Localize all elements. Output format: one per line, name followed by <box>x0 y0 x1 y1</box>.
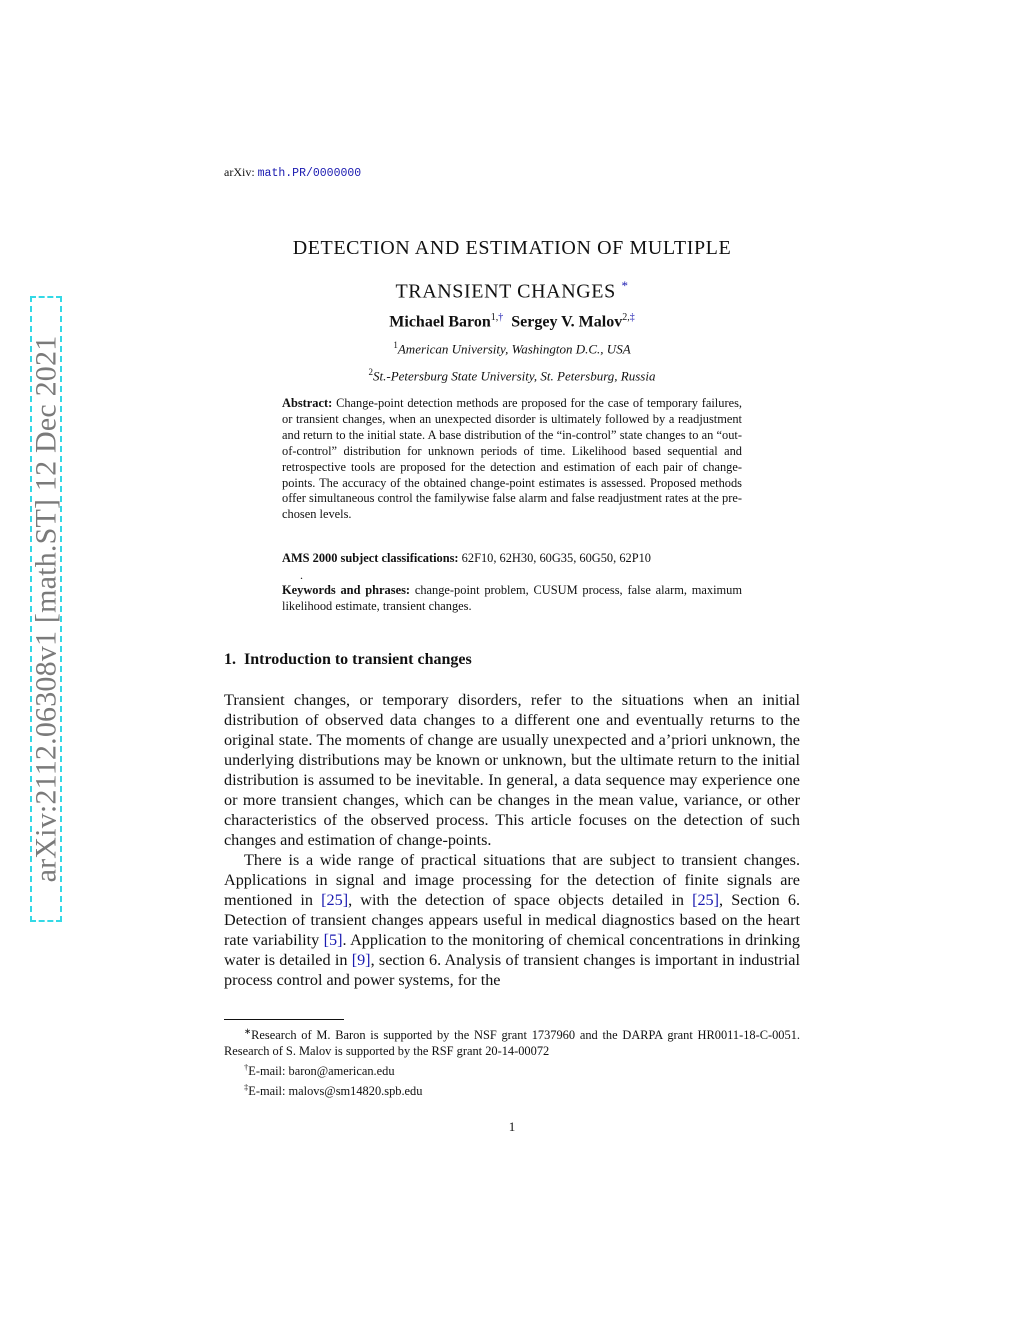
arxiv-identifier <box>224 165 361 180</box>
arxiv-id-link[interactable]: math.PR/0000000 <box>257 167 362 180</box>
footnote-text: E-mail: baron@american.edu <box>248 1064 395 1079</box>
section-title: Introduction to transient changes <box>244 651 472 668</box>
section-number: 1. <box>224 651 236 668</box>
affiliation-text: American University, Washington D.C., USA <box>397 341 631 357</box>
arxiv-side-stamp <box>30 296 62 922</box>
footnote-mark: ‡ <box>244 1082 249 1093</box>
ams-classifications <box>282 550 742 566</box>
citation-link[interactable]: [25] <box>692 891 720 909</box>
author-footnote-mark[interactable]: ‡ <box>629 312 635 323</box>
citation-link[interactable]: [9] <box>351 951 371 969</box>
footnote-mark: † <box>244 1062 249 1073</box>
author-name: Sergey V. Malov <box>511 313 623 331</box>
paragraph-2-text: . Application to the monitoring of chemical concentrations in drinking water is detailed in <box>224 931 800 969</box>
abstract-text: Change-point detection methods are proposed for the case of temporary failures, or transient changes, when an unexpected disorder is ultimately followed by a readjustment and return to the initial state. A base distribution of the “in-control” state changes to an “out-of-control” distribution for unknown periods of time. Likelihood based sequential and retrospective tools are proposed for the detection and estimation of each pair of change-points. The accuracy of the obtained change-point estimates is assessed. Proposed methods offer simultaneous control the familywise false alarm and false readjustment rates at the pre-chosen levels. <box>282 396 742 522</box>
footnote-text: E-mail: malovs@sm14820.spb.edu <box>248 1084 423 1099</box>
paragraph-2-text: , section 6. Analysis of transient changes is important in industrial process control and power systems, for the <box>224 951 800 989</box>
author-affil-mark: 1, <box>490 312 499 323</box>
footnote <box>224 1059 800 1079</box>
arxiv-label: arXiv: <box>224 165 255 179</box>
paragraph-2-text: , with the detection of space objects detailed in <box>348 891 693 909</box>
keywords-label: Keywords and phrases: <box>282 583 411 597</box>
affiliation-number: 2 <box>368 367 373 377</box>
citation-link[interactable]: [5] <box>323 931 343 949</box>
ams-label: AMS 2000 subject classifications: <box>282 551 459 565</box>
footnote <box>224 1079 800 1099</box>
author-list <box>224 312 800 331</box>
paragraph-1: Transient changes, or temporary disorders, refer to the situations when an initial distribution of observed data changes to a different one and eventually returns to the original state. The moments of change are usually unexpected and a’priori unknown, the underlying distributions may be known or unknown, but the ultimate return to the initial distribution is assumed to be inevitable. In general, a data sequence may experience one or more transient changes, which can be changes in the mean value, variance, or other characteristics of the observed process. This article focuses on the detection of such changes and estimation of change-points. <box>224 691 800 849</box>
abstract-label: Abstract: <box>282 396 333 410</box>
section-heading <box>224 651 472 669</box>
body-text <box>224 690 800 990</box>
footnote-text: Research of M. Baron is supported by the NSF grant 1737960 and the DARPA grant HR0011-18-C-0051. Research of S. Malov is supported by the RSF grant 20-14-00072 <box>224 1028 800 1059</box>
paragraph-2 <box>224 850 800 990</box>
affiliation-number: 1 <box>393 340 398 350</box>
author-name: Michael Baron <box>389 313 491 331</box>
footnote-rule <box>224 1019 344 1020</box>
paragraph-2-text: , Section 6. Detection of transient changes appears useful in medical diagnostics based on the heart rate variability <box>224 891 800 949</box>
citation-link[interactable]: [25] <box>321 891 349 909</box>
ams-trailing-dot: . <box>300 568 303 582</box>
arxiv-stamp-text: arXiv:2112.06308v1 [math.ST] 12 Dec 2021 <box>29 335 62 883</box>
title-line-2: TRANSIENT CHANGES <box>395 280 616 303</box>
author-affil-mark: 2, <box>622 312 630 323</box>
footnote-mark: ∗ <box>244 1026 252 1036</box>
affiliation-2 <box>224 367 800 384</box>
keywords <box>282 582 742 614</box>
affiliation-text: St.-Petersburg State University, St. Petersburg, Russia <box>373 368 656 384</box>
abstract <box>282 396 742 523</box>
affiliation-1 <box>224 340 800 357</box>
footnotes <box>224 1023 800 1099</box>
author-footnote-mark[interactable]: † <box>498 312 504 323</box>
ams-text: 62F10, 62H30, 60G35, 60G50, 62P10 <box>461 551 651 565</box>
keywords-text: change-point problem, CUSUM process, false alarm, maximum likelihood estimate, transient changes. <box>282 583 742 613</box>
paragraph-2-text: There is a wide range of practical situations that are subject to transient changes. Applications in signal and image processing for the detection of finite signals are mentioned in <box>224 851 800 909</box>
title-footnote-mark[interactable]: * <box>621 278 629 293</box>
title-line-1: DETECTION AND ESTIMATION OF MULTIPLE <box>292 237 732 259</box>
page-number: 1 <box>508 1119 516 1134</box>
paper-title <box>224 230 800 311</box>
footnote <box>224 1023 800 1059</box>
